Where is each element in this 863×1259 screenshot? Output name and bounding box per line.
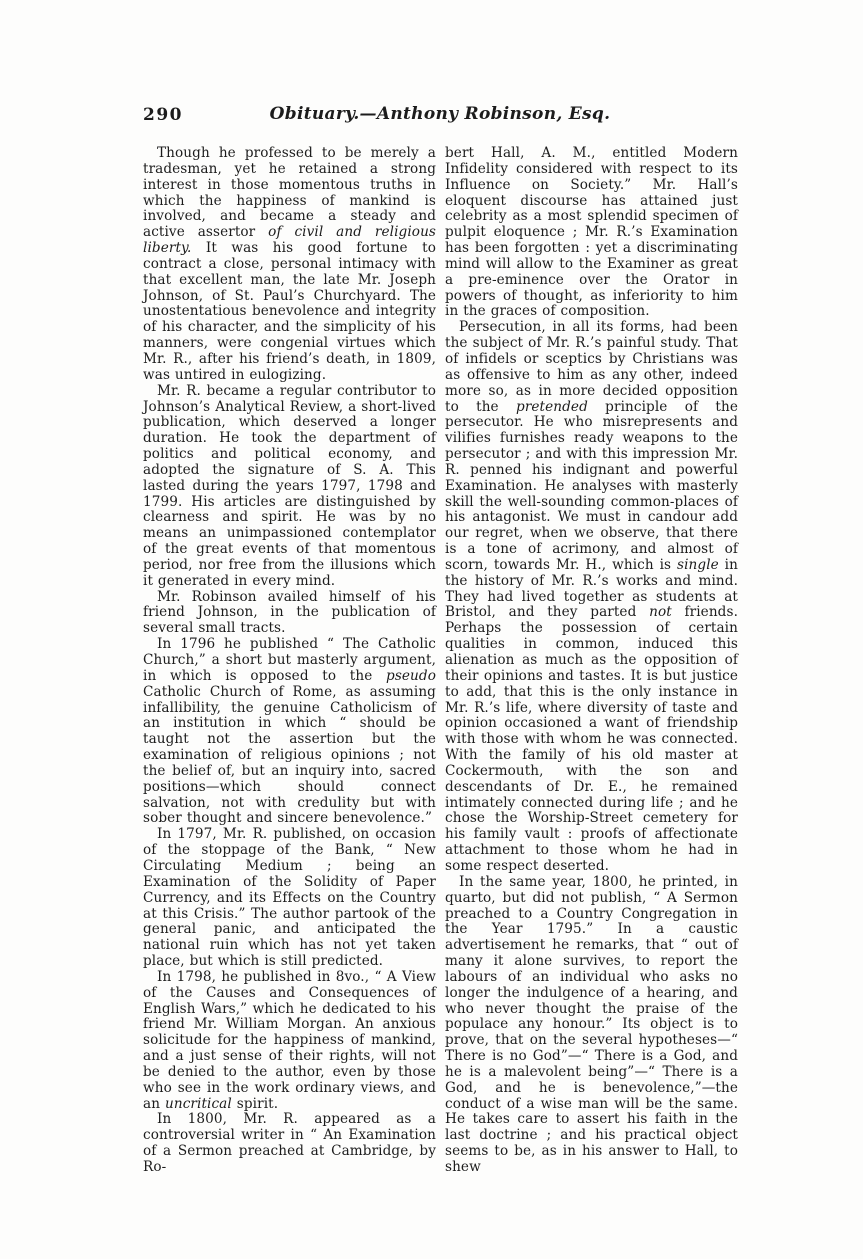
paragraph — [143, 637, 436, 827]
body-text: Though he professed to be merely a tradesman, yet he retained a strong interest in those momentous truths in which the happiness of mankind is involved, and became a steady and active assertor — [143, 145, 436, 241]
paragraph — [445, 875, 738, 1176]
body-text: principle of the persecutor. He who misrepresents and vilifies furnishes ready weapons to the persecutor ; and with this impression Mr. R. penned his indignant and powerful Examination. He analyses with masterly skill the well-sounding common-places of his antagonist. We must in candour add our regret, when we observe, that there is a tone of acrimony, and almost of scorn, towards Mr. H., which is — [445, 398, 738, 573]
italic-text: pretended — [516, 398, 588, 415]
text-columns — [143, 146, 737, 1176]
right-column — [445, 146, 738, 1176]
italic-text: uncritical — [164, 1095, 232, 1112]
body-text: In the same year, 1800, he printed, in quarto, but did not publish, “ A Sermon preached to a Country Congregation in the Year 1795.” In a caustic advertisement he remarks, that “ out of many it alone survives, to report the labours of an individual who asks no longer the indulgence of a hearing, and who never thought the praise of the populace any honour.” Its object is to prove, that on the several hypotheses—“ There is no God”—“ There is a God, and he is a malevolent being”—“ There is a God, and he is benevolence,”—the conduct of a wise man will be the same. He takes care to assert his faith in the last doctrine ; and his practical object seems to be, as in his answer to Hall, to shew — [445, 873, 738, 1175]
page-title: Obituary.—Anthony Robinson, Esq. — [269, 104, 611, 124]
italic-text: of civil and religious liberty. — [143, 224, 436, 257]
paragraph — [143, 827, 436, 970]
paragraph — [143, 146, 436, 384]
paragraph — [143, 1112, 436, 1175]
body-text: Mr. Robinson availed himself of his friend Johnson, in the publication of several small tracts. — [143, 588, 436, 637]
body-text: friends. Perhaps the possession of certain qualities in common, induced this alienation as much as the opposition of their opinions and tastes. It is but justice to add, that this is the only instance in Mr. R.’s life, where diversity of taste and opinion occasioned a want of friendship with those with whom he was connected. With the family of his old master at Cockermouth, with the son and descendants of Dr. E., he remained intimately connected during life ; and he chose the Worship-Street cemetery for his family vault : proofs of affectionate attachment to those whom he had in some respect deserted. — [445, 604, 738, 874]
left-column — [143, 146, 436, 1176]
page-number: 290 — [143, 105, 183, 125]
body-text: spirit. — [231, 1095, 279, 1112]
italic-text: pseudo — [386, 667, 436, 684]
body-text: In 1800, Mr. R. appeared as a controversial writer in “ An Examination of a Sermon preached at Cambridge, by Ro- — [143, 1111, 436, 1175]
paragraph — [143, 970, 436, 1113]
body-text: In 1797, Mr. R. published, on occasion of the stoppage of the Bank, “ New Circulating Medium ; being an Examination of the Solidity of Paper Currency, and its Effects on the Country at this Crisis.” The author partook of the general panic, and anticipated the national ruin which has not yet taken place, but which is still predicted. — [143, 826, 436, 970]
body-text: In 1796 he published “ The Catholic Church,” a short but masterly argument, in which is opposed to the — [143, 636, 436, 684]
italic-text: not — [649, 604, 672, 621]
body-text: Mr. R. became a regular contributor to Johnson’s Analytical Review, a short-lived publication, which deserved a longer duration. He took the department of politics and political economy, and adopted the signature of S. A. This lasted during the years 1797, 1798 and 1799. His articles are distinguished by clearness and spirit. He was by no means an unimpassioned contemplator of the great events of that momentous period, nor free from the illusions which it generated in every mind. — [143, 382, 436, 589]
paragraph — [143, 384, 436, 590]
paragraph — [143, 590, 436, 638]
paragraph — [445, 320, 738, 875]
body-text: in the history of Mr. R.’s works and mind. They had lived together as students at Bristol, and they parted — [445, 556, 738, 621]
page-header — [143, 104, 737, 130]
body-text: In 1798, he published in 8vo., “ A View of the Causes and Consequences of English Wars,” which he dedicated to his friend Mr. William Morgan. An anxious solicitude for the happiness of mankind, and a just sense of their rights, will not be denied to the author, even by those who see in the work ordinary views, and an — [143, 968, 436, 1112]
italic-text: single — [677, 556, 719, 573]
body-text: It was his good fortune to contract a close, personal intimacy with that excellent man, the late Mr. Joseph Johnson, of St. Paul’s Churchyard. The unostentatious benevolence and integrity of his character, and the simplicity of his manners, were congenial virtues which Mr. R., after his friend’s death, in 1809, was untired in eulogizing. — [143, 240, 436, 383]
body-text: Persecution, in all its forms, had been the subject of Mr. R.’s painful study. That of infidels or sceptics by Christians was as offensive to him as any other, indeed more so, as in more decided opposition to the — [445, 319, 738, 415]
body-text: bert Hall, A. M., entitled Modern Infidelity considered with respect to its Influence on Society.” Mr. Hall’s eloquent discourse has attained just celebrity as a most splendid specimen of pulpit eloquence ; Mr. R.’s Examination has been forgotten : yet a discriminating mind will allow to the Examiner as great a pre-eminence over the Orator in powers of thought, as inferiority to him in the graces of composition. — [445, 145, 738, 320]
paragraph — [445, 146, 738, 320]
body-text: Catholic Church of Rome, as assuming infallibility, the genuine Catholicism of an institution in which “ should be taught not the assertion but the examination of religious opinions ; not the belief of, but an inquiry into, sacred positions—which should connect salvation, not with credulity but with sober thought and sincere benevolence.” — [143, 683, 436, 827]
